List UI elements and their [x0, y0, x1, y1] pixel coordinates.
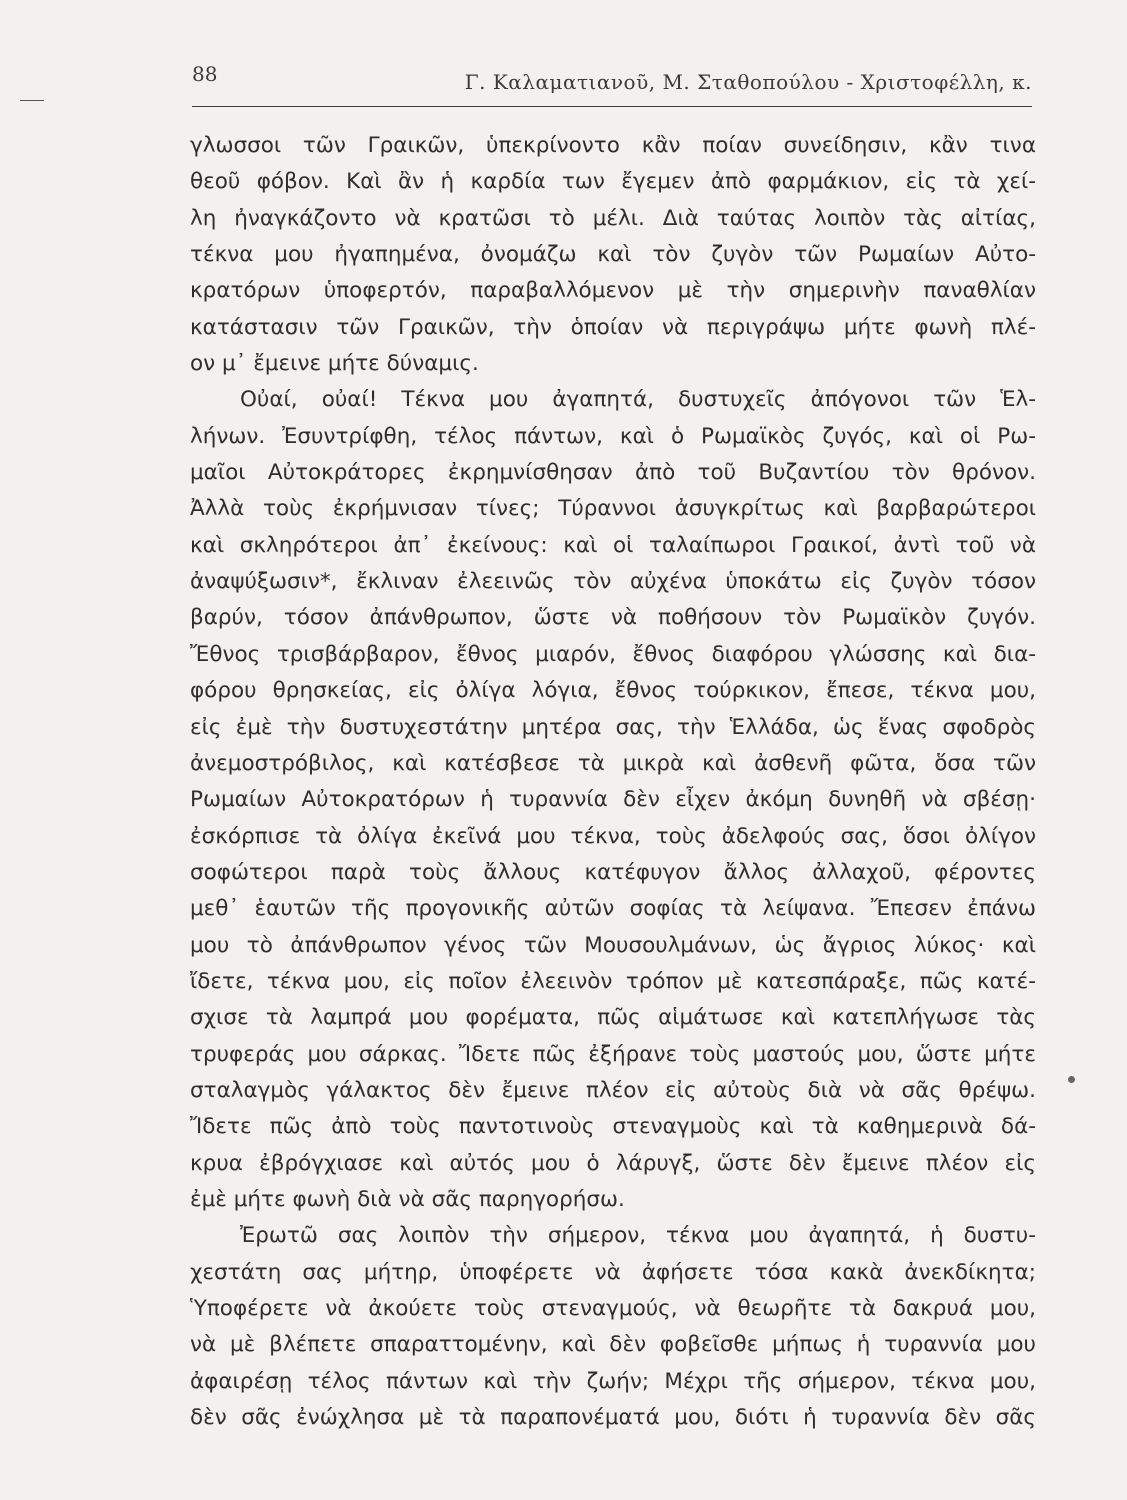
margin-mark — [20, 100, 44, 101]
text-line: Ἀλλὰ τοὺς ἐκρήμνισαν τίνες; Τύραννοι ἀσυγκρίτως καὶ βαρβαρώτεροι — [190, 496, 1036, 522]
text-line: τρυφεράς μου σάρκας. Ἴδετε πῶς ἐξήρανε τοὺς μαστούς μου, ὥστε μήτε — [190, 1041, 1036, 1067]
text-line: λήνων. Ἐσυντρίφθη, τέλος πάντων, καὶ ὁ Ρωμαϊκὸς ζυγός, καὶ οἱ Ρω- — [190, 423, 1036, 449]
text-line: ἀνεμοστρόβιλος, καὶ κατέσβεσε τὰ μικρὰ καὶ ἀσθενῆ φῶτα, ὅσα τῶν — [190, 750, 1036, 776]
paper-speck — [1068, 1076, 1075, 1083]
text-line: κρυα ἐβρόγχιασε καὶ αὐτός μου ὁ λάρυγξ, ὥστε δὲν ἔμεινε πλέον εἰς — [190, 1150, 1036, 1176]
text-line: κρατόρων ὑποφερτόν, παραβαλλόμενον μὲ τὴν σημερινὴν παναθλίαν — [190, 278, 1036, 304]
text-line: ἀφαιρέσῃ τέλος πάντων καὶ τὴν ζωήν; Μέχρι τῆς σήμερον, τέκνα μου, — [190, 1368, 1036, 1394]
text-line: χεστάτη σας μήτηρ, ὑποφέρετε νὰ ἀφήσετε τόσα κακὰ ἀνεκδίκητα; — [190, 1259, 1036, 1285]
text-line: καὶ σκληρότεροι ἀπ᾽ ἐκείνους: καὶ οἱ ταλαίπωροι Γραικοί, ἀντὶ τοῦ νὰ — [190, 532, 1036, 558]
text-line: μεθ᾽ ἑαυτῶν τῆς προγονικῆς αὐτῶν σοφίας τὰ λείψανα. Ἔπεσεν ἐπάνω — [190, 896, 1036, 922]
text-line: βαρύν, τόσον ἀπάνθρωπον, ὥστε νὰ ποθήσουν τὸν Ρωμαϊκὸν ζυγόν. — [190, 605, 1036, 631]
text-line: Ἔθνος τρισβάρβαρον, ἔθνος μιαρόν, ἔθνος διαφόρου γλώσσης καὶ δια- — [190, 641, 1036, 667]
text-line: σταλαγμὸς γάλακτος δὲν ἔμεινε πλέον εἰς αὐτοὺς διὰ νὰ σᾶς θρέψω. — [190, 1077, 1036, 1103]
text-line: Ρωμαίων Αὐτοκρατόρων ἡ τυραννία δὲν εἶχεν ἀκόμη δυνηθῆ νὰ σβέσῃ· — [190, 787, 1036, 813]
text-line: Οὐαί, οὐαί! Τέκνα μου ἀγαπητά, δυστυχεῖς ἀπόγονοι τῶν Ἑλ- — [240, 387, 1036, 413]
text-line: γλωσσοι τῶν Γραικῶν, ὑπεκρίνοντο κἂν ποίαν συνείδησιν, κἂν τινα — [190, 133, 1036, 158]
text-line: μου τὸ ἀπάνθρωπον γένος τῶν Μουσουλμάνων, ὡς ἄγριος λύκος· καὶ — [190, 932, 1036, 958]
text-line: φόρου θρησκείας, εἰς ὀλίγα λόγια, ἔθνος τούρκικον, ἔπεσε, τέκνα μου, — [190, 678, 1036, 704]
text-line: Ἐρωτῶ σας λοιπὸν τὴν σήμερον, τέκνα μου ἀγαπητά, ἡ δυστυ- — [240, 1223, 1036, 1249]
text-line: δὲν σᾶς ἐνώχλησα μὲ τὰ παραπονέματά μου, διότι ἡ τυραννία δὲν σᾶς — [190, 1405, 1036, 1431]
text-line: τέκνα μου ἠγαπημένα, ὀνομάζω καὶ τὸν ζυγὸν τῶν Ρωμαίων Αὐτο- — [190, 242, 1036, 268]
text-line: σχισε τὰ λαμπρά μου φορέματα, πῶς αἱμάτωσε καὶ κατεπλήγωσε τὰς — [190, 1005, 1036, 1031]
page-number: 88 — [192, 62, 218, 86]
text-line: νὰ μὲ βλέπετε σπαραττομένην, καὶ δὲν φοβεῖσθε μήπως ἡ τυραννία μου — [190, 1332, 1036, 1358]
text-line: ἐμὲ μήτε φωνὴ διὰ νὰ σᾶς παρηγορήσω. — [190, 1186, 625, 1212]
text-line: θεοῦ φόβον. Καὶ ἂν ἡ καρδία των ἔγεμεν ἀπὸ φαρμάκιον, εἰς τὰ χεί- — [190, 169, 1036, 195]
text-line: ἐσκόρπισε τὰ ὀλίγα ἐκεῖνά μου τέκνα, τοὺς ἀδελφούς σας, ὅσοι ὀλίγον — [190, 823, 1036, 849]
body-text — [190, 128, 1036, 1436]
running-head: Γ. Καλαματιανοῦ, Μ. Σταθοπούλου - Χριστοφέλλη, κ. — [464, 70, 1032, 94]
page-header — [192, 62, 1032, 102]
text-line: Ὑποφέρετε νὰ ἀκούετε τοὺς στεναγμούς, νὰ θεωρῆτε τὰ δακρυά μου, — [190, 1296, 1036, 1321]
header-rule — [192, 106, 1032, 107]
text-line: λη ἠναγκάζοντο νὰ κρατῶσι τὸ μέλι. Διὰ ταύτας λοιπὸν τὰς αἰτίας, — [190, 205, 1036, 231]
text-line: κατάστασιν τῶν Γραικῶν, τὴν ὁποίαν νὰ περιγράψω μήτε φωνὴ πλέ- — [190, 314, 1036, 340]
text-line: εἰς ἐμὲ τὴν δυστυχεστάτην μητέρα σας, τὴν Ἑλλάδα, ὡς ἕνας σφοδρὸς — [190, 714, 1036, 740]
text-line: ἀναψύξωσιν*, ἔκλιναν ἐλεεινῶς τὸν αὐχένα ὑποκάτω εἰς ζυγὸν τόσον — [190, 569, 1036, 595]
text-line: Ἴδετε πῶς ἀπὸ τοὺς παντοτινοὺς στεναγμοὺς καὶ τὰ καθημερινὰ δά- — [190, 1114, 1036, 1140]
text-line: ον μ᾽ ἔμεινε μήτε δύναμις. — [190, 351, 479, 377]
text-line: ἴδετε, τέκνα μου, εἰς ποῖον ἐλεεινὸν τρόπον μὲ κατεσπάραξε, πῶς κατέ- — [190, 968, 1036, 994]
text-line: μαῖοι Αὐτοκράτορες ἐκρημνίσθησαν ἀπὸ τοῦ Βυζαντίου τὸν θρόνον. — [190, 460, 1036, 486]
text-line: σοφώτεροι παρὰ τοὺς ἄλλους κατέφυγον ἄλλος ἀλλαχοῦ, φέροντες — [190, 859, 1036, 885]
